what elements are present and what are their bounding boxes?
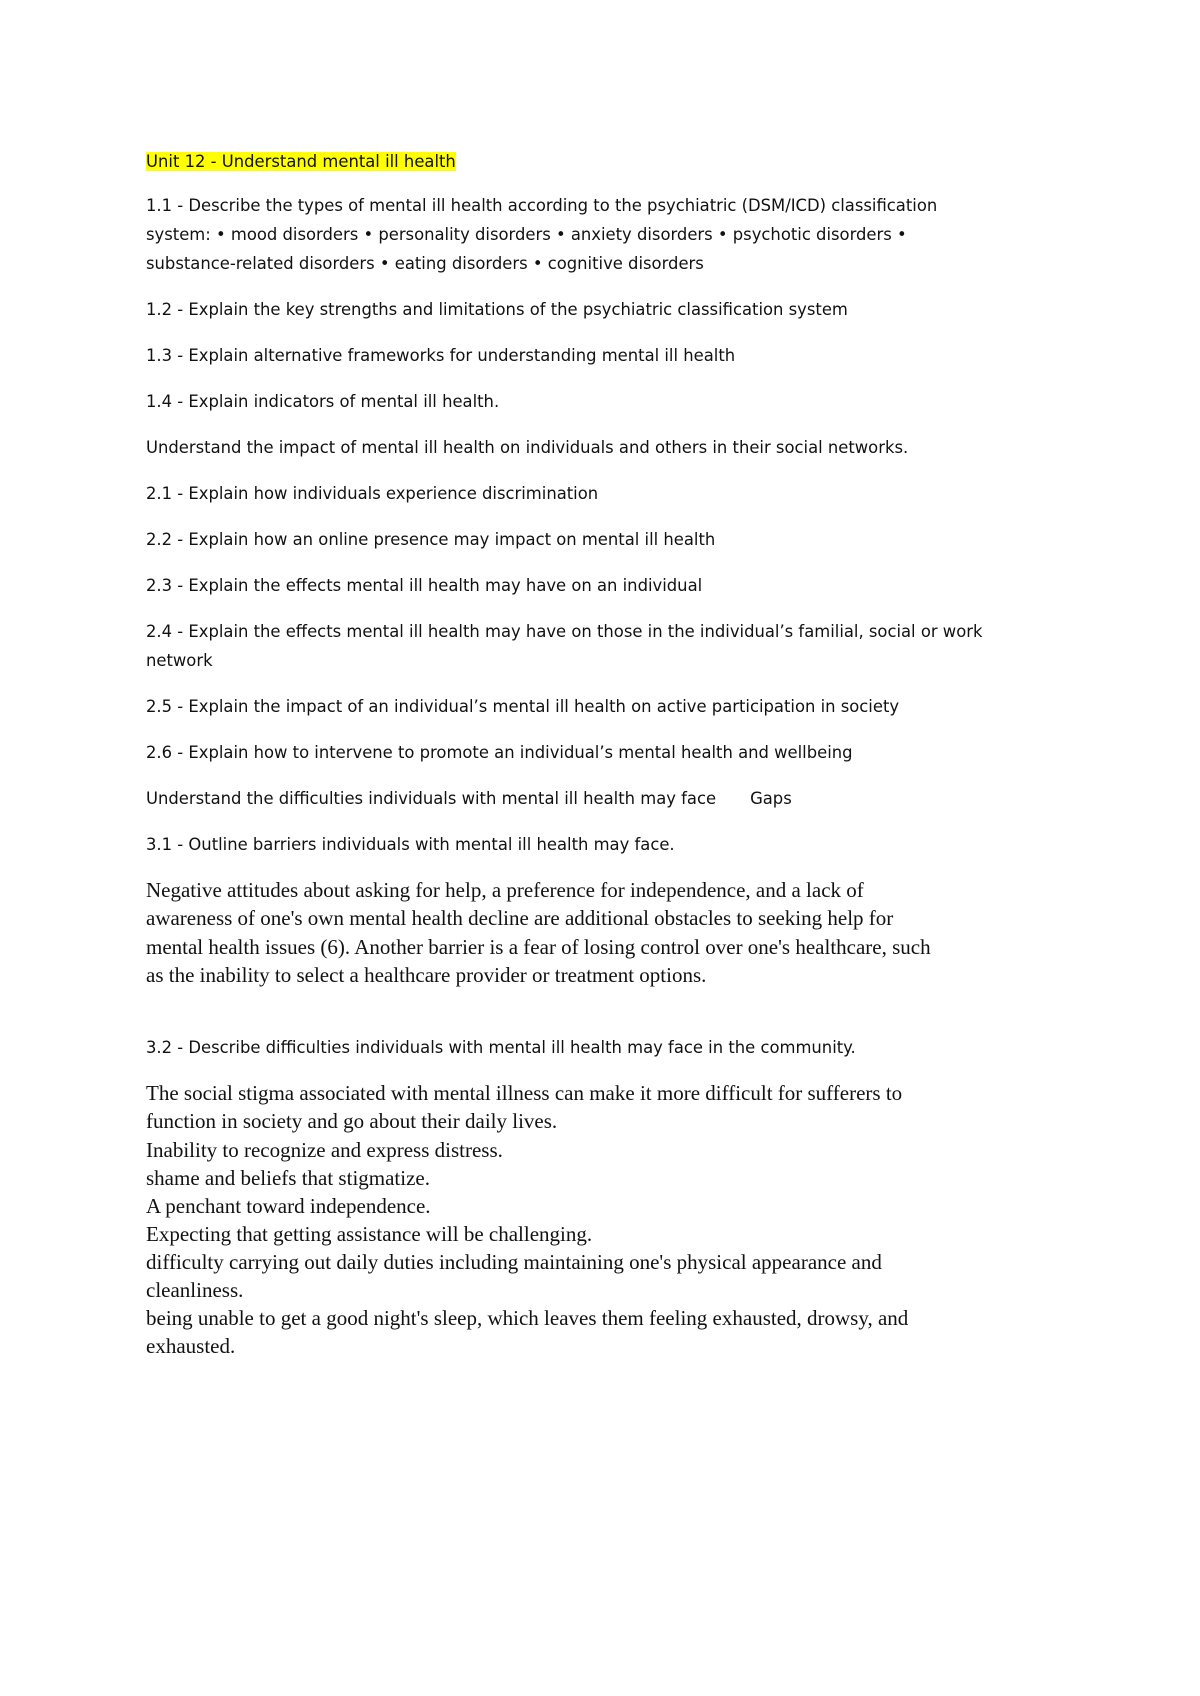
answer-3-2-line-8: cleanliness. — [146, 1278, 244, 1302]
criterion-2-2: 2.2 - Explain how an online presence may impact on mental ill health — [146, 530, 716, 549]
criterion-1-2: 1.2 - Explain the key strengths and limitations of the psychiatric classification system — [146, 300, 848, 319]
answer-3-2-line-6: Expecting that getting assistance will be challenging. — [146, 1222, 593, 1246]
criterion-3-2: 3.2 - Describe difficulties individuals with mental ill health may face in the community. — [146, 1038, 856, 1057]
criterion-1-3: 1.3 - Explain alternative frameworks for understanding mental ill health — [146, 346, 736, 365]
answer-3-1-line-3: mental health issues (6). Another barrier is a fear of losing control over one's healthcare, such — [146, 935, 931, 959]
answer-3-2-line-10: exhausted. — [146, 1334, 236, 1358]
answer-3-2-line-1: The social stigma associated with mental illness can make it more difficult for sufferers to — [146, 1081, 903, 1105]
answer-3-2-line-3: Inability to recognize and express distress. — [146, 1138, 503, 1162]
criterion-1-4: 1.4 - Explain indicators of mental ill health. — [146, 392, 500, 411]
answer-3-2-line-5: A penchant toward independence. — [146, 1194, 431, 1218]
criterion-1-1-line-2: system: • mood disorders • personality disorders • anxiety disorders • psychotic disorders • — [146, 225, 907, 244]
answer-3-2-line-4: shame and beliefs that stigmatize. — [146, 1166, 430, 1190]
document-heading — [146, 147, 456, 176]
criterion-2-3: 2.3 - Explain the effects mental ill health may have on an individual — [146, 576, 703, 595]
criterion-2-6: 2.6 - Explain how to intervene to promote an individual’s mental health and wellbeing — [146, 743, 853, 762]
section-3-title: Understand the difficulties individuals with mental ill health may face — [146, 789, 717, 808]
criterion-2-4-line-2: network — [146, 651, 213, 670]
criterion-2-4-line-1: 2.4 - Explain the effects mental ill health may have on those in the individual’s familial, social or work — [146, 622, 983, 641]
criterion-2-5: 2.5 - Explain the impact of an individual’s mental ill health on active participation in society — [146, 697, 900, 716]
criterion-3-1: 3.1 - Outline barriers individuals with mental ill health may face. — [146, 835, 675, 854]
answer-3-1-line-1: Negative attitudes about asking for help, a preference for independence, and a lack of — [146, 878, 864, 902]
answer-3-1-line-2: awareness of one's own mental health decline are additional obstacles to seeking help for — [146, 906, 894, 930]
criterion-1-1-line-1: 1.1 - Describe the types of mental ill health according to the psychiatric (DSM/ICD) classification — [146, 196, 938, 215]
criterion-1-1-line-3: substance-related disorders • eating disorders • cognitive disorders — [146, 254, 704, 273]
answer-3-2-line-9: being unable to get a good night's sleep, which leaves them feeling exhausted, drowsy, and — [146, 1306, 909, 1330]
answer-3-1-line-4: as the inability to select a healthcare provider or treatment options. — [146, 963, 707, 987]
gaps-label: Gaps — [750, 789, 792, 808]
highlighted-heading: Unit 12 - Understand mental ill health — [146, 152, 456, 171]
section-2-heading: Understand the impact of mental ill health on individuals and others in their social networks. — [146, 438, 909, 457]
section-3-heading — [146, 784, 792, 813]
answer-3-2-line-2: function in society and go about their daily lives. — [146, 1109, 558, 1133]
criterion-2-1: 2.1 - Explain how individuals experience discrimination — [146, 484, 599, 503]
answer-3-2-line-7: difficulty carrying out daily duties including maintaining one's physical appearance and — [146, 1250, 882, 1274]
